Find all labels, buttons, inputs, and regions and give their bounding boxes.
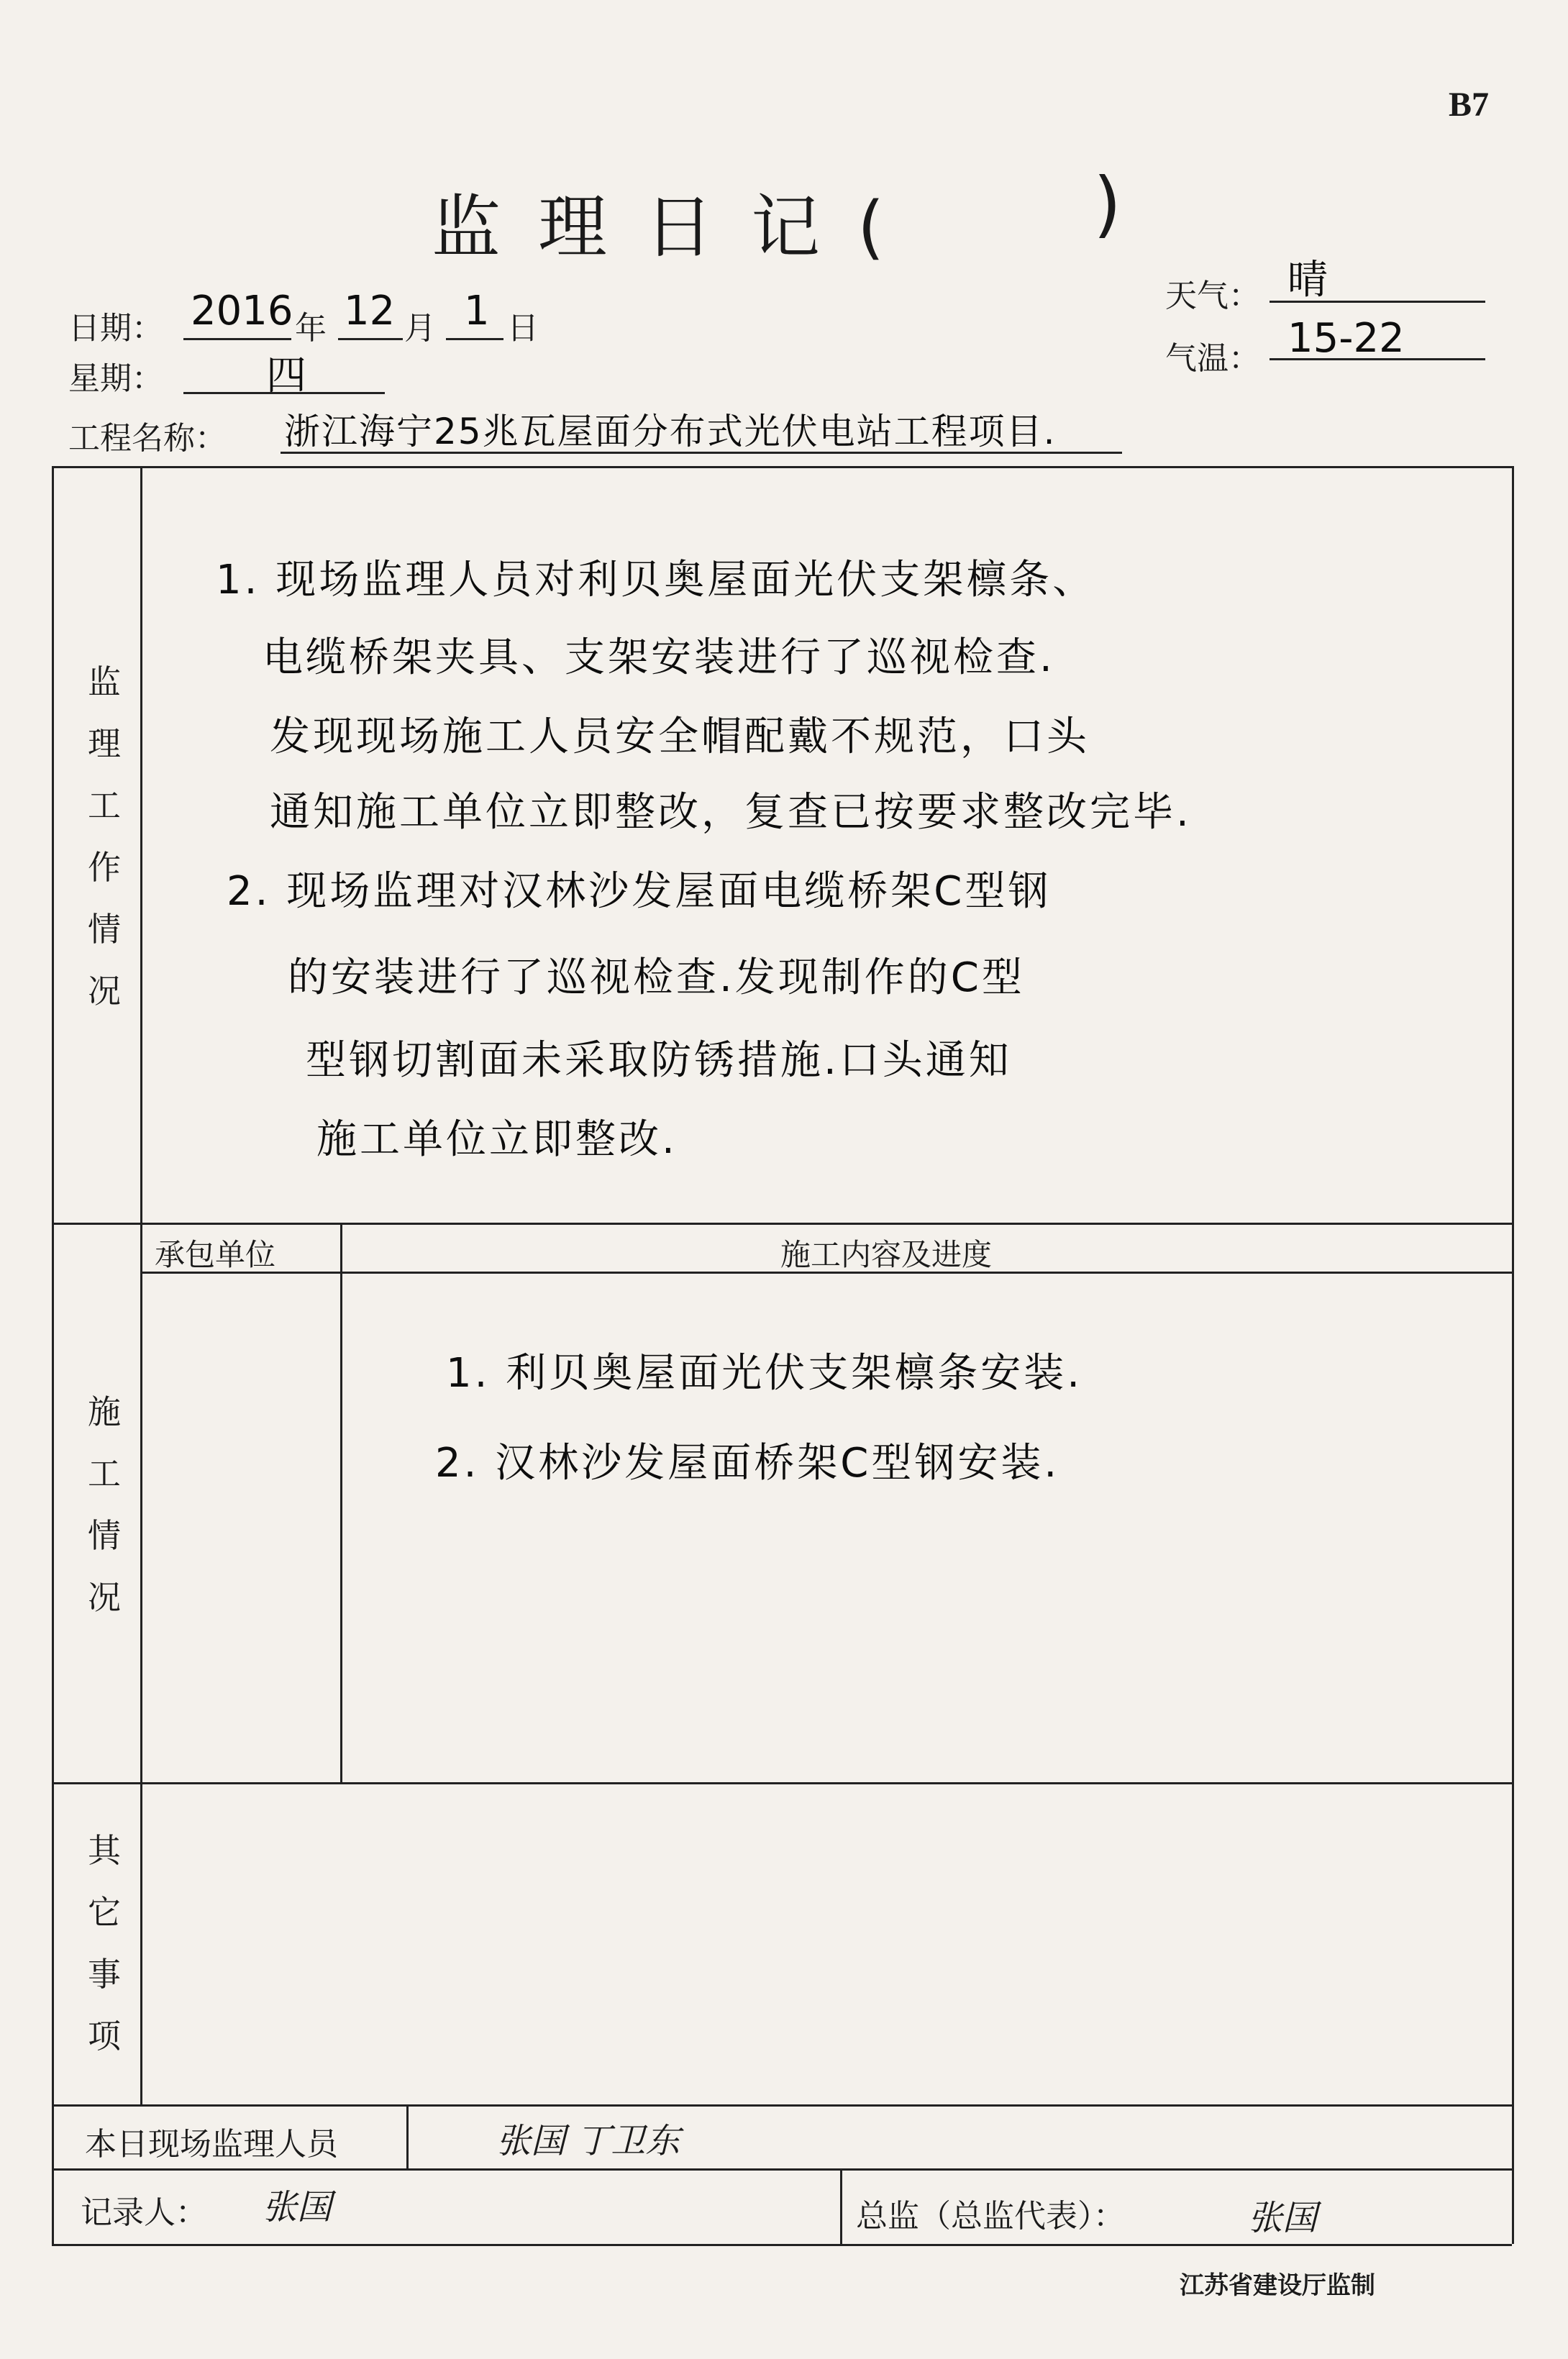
weekday-value: 四 bbox=[266, 352, 306, 399]
supervision-line: 施工单位立即整改. bbox=[316, 1116, 678, 1163]
other-side-label: 其 它 事 项 bbox=[88, 1831, 121, 2055]
bottom-row-border bbox=[52, 2244, 1512, 2246]
section-divider bbox=[52, 2104, 1512, 2107]
chief-label: 总监（总监代表）： bbox=[856, 2198, 1125, 2235]
weather-label: 天气： bbox=[1165, 278, 1260, 314]
progress-column-header: 施工内容及进度 bbox=[780, 1237, 993, 1272]
date-day: 1 bbox=[464, 288, 490, 334]
table-right-border bbox=[1512, 466, 1514, 2168]
temperature-label: 气温： bbox=[1165, 340, 1260, 377]
table-top-border bbox=[52, 466, 1512, 468]
temperature-value: 15-22 bbox=[1287, 315, 1405, 362]
date-month: 12 bbox=[344, 288, 396, 334]
construction-item: 1. 利贝奥屋面光伏支架檩条安装. bbox=[446, 1350, 1083, 1397]
staff-signatures: 张国 丁卫东 bbox=[496, 2121, 680, 2161]
date-year-unit: 年 bbox=[295, 310, 327, 347]
title-close-paren: ) bbox=[1093, 162, 1122, 246]
supervision-line: 2. 现场监理对汉林沙发屋面电缆桥架C型钢 bbox=[227, 868, 1052, 915]
supervision-line: 1. 现场监理人员对利贝奥屋面光伏支架檩条、 bbox=[216, 557, 1096, 603]
form-code: B7 bbox=[1448, 86, 1489, 124]
construction-item: 2. 汉林沙发屋面桥架C型钢安装. bbox=[435, 1440, 1060, 1487]
table-bottom-border bbox=[52, 2168, 1512, 2171]
bottom-right-border bbox=[1512, 2168, 1514, 2244]
date-label: 日期： bbox=[68, 310, 163, 347]
bottom-left-border bbox=[52, 2168, 54, 2244]
staff-label: 本日现场监理人员 bbox=[85, 2126, 338, 2163]
date-day-unit: 日 bbox=[507, 310, 539, 347]
date-month-unit: 月 bbox=[404, 310, 436, 347]
recorder-divider bbox=[840, 2168, 842, 2244]
recorder-signature: 张国 bbox=[263, 2187, 332, 2227]
section-divider bbox=[52, 1782, 1512, 1784]
recorder-label: 记录人： bbox=[81, 2194, 207, 2231]
weather-value: 晴 bbox=[1287, 257, 1328, 304]
supervision-line: 发现现场施工人员安全帽配戴不规范，口头 bbox=[270, 713, 1090, 760]
chief-signature: 张国 bbox=[1248, 2198, 1318, 2238]
weekday-label: 星期： bbox=[68, 360, 163, 397]
construction-side-label: 施 工 情 况 bbox=[88, 1392, 121, 1617]
side-column-divider bbox=[140, 466, 142, 2104]
supervision-line: 的安装进行了巡视检查.发现制作的C型 bbox=[288, 954, 1025, 1001]
project-label: 工程名称： bbox=[68, 420, 227, 457]
supervision-line: 通知施工单位立即整改，复查已按要求整改完毕. bbox=[270, 789, 1192, 836]
project-value: 浙江海宁25兆瓦屋面分布式光伏电站工程项目. bbox=[284, 411, 1057, 452]
supervision-line: 型钢切割面未采取防锈措施.口头通知 bbox=[306, 1037, 1012, 1084]
footer-issuer: 江苏省建设厅监制 bbox=[1180, 2271, 1375, 2300]
staff-divider bbox=[406, 2104, 409, 2168]
table-left-border bbox=[52, 466, 54, 2168]
supervision-line: 电缆桥架夹具、支架安装进行了巡视检查. bbox=[263, 634, 1055, 681]
section-divider bbox=[52, 1223, 1512, 1225]
supervision-side-label: 监 理 工 作 情 况 bbox=[88, 662, 121, 1010]
contractor-column-divider bbox=[340, 1223, 342, 1782]
contractor-column-header: 承包单位 bbox=[155, 1237, 276, 1272]
page-title: 监理日记( bbox=[432, 187, 922, 268]
date-year: 2016 bbox=[191, 288, 293, 334]
